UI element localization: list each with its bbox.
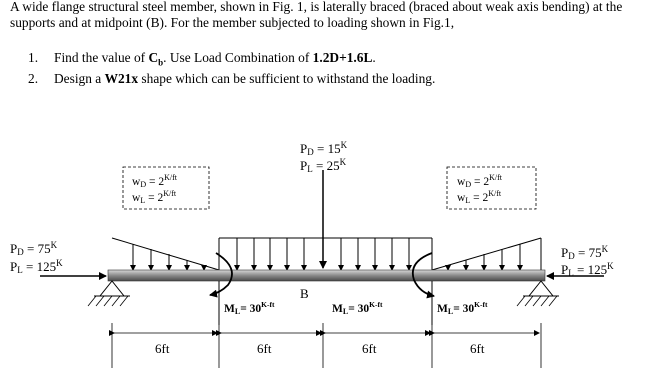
task-text: Design a: [54, 70, 105, 86]
span-label: 6ft: [362, 341, 377, 356]
moment-label-3: $ML= 30^{K-ft}$: [437, 300, 488, 316]
right-w-dead-label: wD = $2^{K/ft}$: [457, 173, 502, 189]
middle-uniform-load: [219, 238, 432, 270]
center-load-dead-label: PD = $15^K$: [300, 140, 348, 157]
right-distributed-load: [432, 167, 541, 270]
moment-label-1: $ML= 30^{K-ft}$: [224, 300, 275, 316]
left-end-dead-label: PD = $75^K$: [10, 240, 58, 257]
task-text: shape which can be sufficient to withstand the loading.: [138, 70, 436, 86]
left-w-dead-label: wD = $2^{K/ft}$: [132, 173, 177, 189]
cb-subscript: b: [158, 57, 164, 68]
left-load-slope: [112, 238, 219, 270]
left-end-live-label: PL = $125^K$: [10, 258, 63, 275]
right-w-live-label: wL = $2^{K/ft}$: [457, 189, 502, 205]
span-label: 6ft: [155, 341, 170, 356]
problem-intro: A wide flange structural steel member, shown in Fig. 1, is laterally braced (braced about weak axis bending) at the supports and at midpoint (B). For the member subjected to loading shown in Fig.1,: [10, 0, 623, 30]
right-end-load: [547, 244, 614, 278]
shape-designation: W21x: [104, 70, 139, 86]
task-text: Find the value of: [54, 50, 149, 65]
center-load-live-label: PL = $25^K$: [300, 157, 347, 174]
left-pin-support: [88, 281, 130, 306]
center-point-load: [300, 140, 348, 268]
task-number: 2.: [28, 70, 39, 86]
span-label: 6ft: [257, 341, 272, 356]
right-end-live-label: PL = $125^K$: [561, 261, 614, 278]
brace-point-label: B: [300, 286, 309, 301]
task-text: .: [372, 50, 376, 65]
moment-label-2: $ML= 30^{K-ft}$: [332, 300, 383, 316]
right-end-dead-label: PD = $75^K$: [561, 244, 609, 261]
task-number: 1.: [28, 50, 39, 65]
left-end-load: [10, 240, 106, 276]
cb-symbol: C: [148, 50, 159, 65]
left-w-live-label: wL = $2^{K/ft}$: [132, 189, 177, 205]
span-dimensions: [112, 323, 541, 368]
task-text: . Use Load Combination of: [163, 50, 313, 65]
load-combination: 1.2D+1.6L: [312, 50, 373, 65]
right-pin-support: [517, 281, 559, 306]
span-label: 6ft: [470, 341, 485, 356]
left-distributed-load: [112, 167, 219, 270]
wide-flange-beam: [108, 270, 545, 281]
